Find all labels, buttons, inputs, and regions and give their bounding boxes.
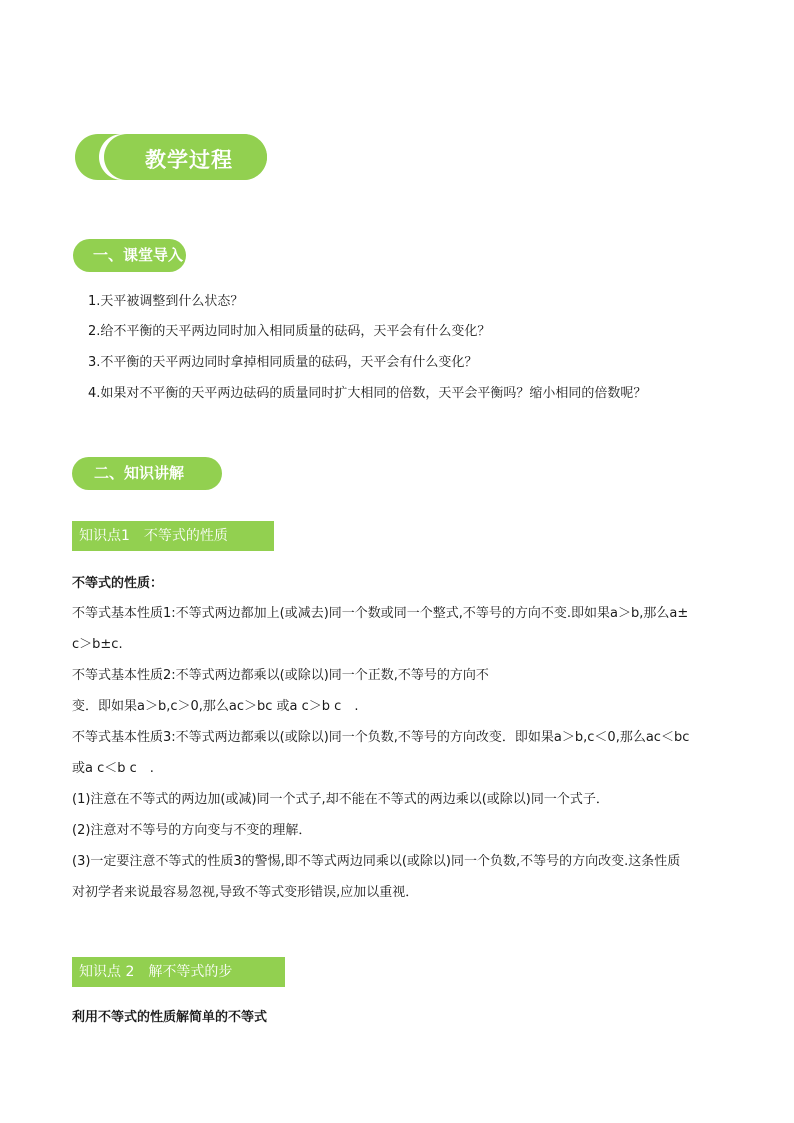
kp1-note-2: (2)注意对不等号的方向变与不变的理解． <box>72 823 312 838</box>
kp1-line-4: 变．即如果a＞b,c＞0,那么ac＞bc 或a c＞b c . <box>72 699 359 714</box>
question-1: 1.天平被调整到什么状态？ <box>88 294 244 309</box>
knowledge-point-2-label: 知识点 2 解不等式的步 <box>72 957 285 987</box>
kp1-note-3-cont: 对初学者来说最容易忽视,导致不等式变形错误,应加以重视． <box>72 885 419 900</box>
kp1-line-6: 或a c＜b c . <box>72 761 154 776</box>
kp1-heading: 不等式的性质： <box>72 576 164 591</box>
kp1-note-1: (1)注意在不等式的两边加(或减)同一个式子,却不能在不等式的两边乘以(或除以)同一个式子． <box>72 792 609 807</box>
kp1-line-5: 不等式基本性质3:不等式两边都乘以(或除以)同一个负数,不等号的方向改变．即如果a＞b,c＜0,那么ac＜bc <box>72 730 690 745</box>
kp2-heading: 利用不等式的性质解简单的不等式 <box>72 1010 268 1025</box>
section-2-title: 二、知识讲解 <box>72 457 222 490</box>
main-title: 教学过程 <box>145 148 233 172</box>
kp1-line-3: 不等式基本性质2:不等式两边都乘以(或除以)同一个正数,不等号的方向不 <box>72 668 489 683</box>
kp1-note-3: (3)一定要注意不等式的性质3的警惕,即不等式两边同乘以(或除以)同一个负数,不等号的方向改变.这条性质 <box>72 854 681 869</box>
section-1-title: 一、课堂导入 <box>73 239 186 272</box>
question-3: 3.不平衡的天平两边同时拿掉相同质量的砝码，天平会有什么变化？ <box>88 355 478 370</box>
kp1-line-1: 不等式基本性质1:不等式两边都加上(或减去)同一个数或同一个整式,不等号的方向不变.即如果a＞b,那么a± <box>72 606 689 621</box>
knowledge-point-1-label: 知识点1 不等式的性质 <box>72 521 274 551</box>
question-4: 4.如果对不平衡的天平两边砝码的质量同时扩大相同的倍数，天平会平衡吗？缩小相同的倍数呢？ <box>88 386 647 401</box>
kp1-line-2: c＞b±c. <box>72 637 123 652</box>
question-2: 2.给不平衡的天平两边同时加入相同质量的砝码，天平会有什么变化？ <box>88 324 491 339</box>
